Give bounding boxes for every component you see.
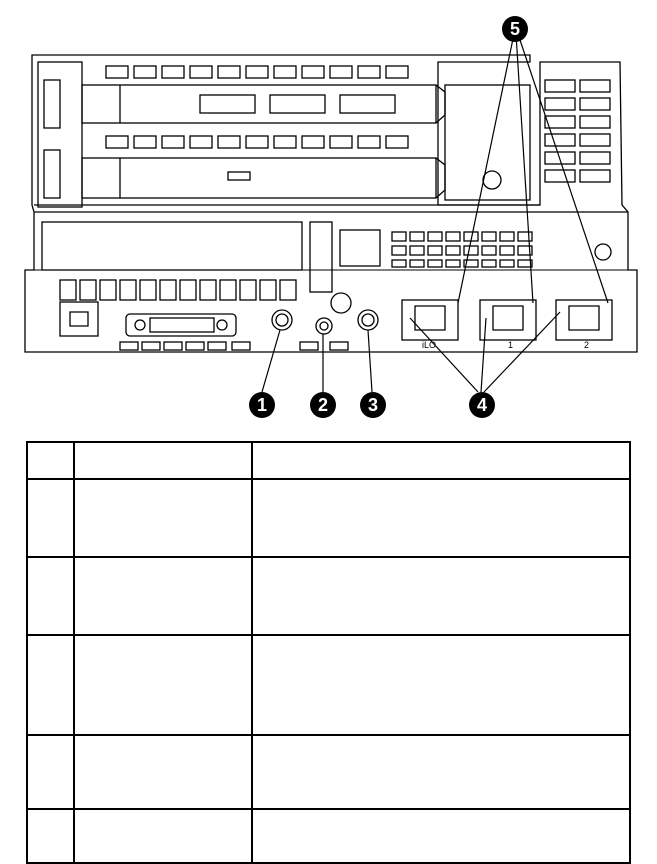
callout-4: [469, 392, 495, 418]
lower-right-vents: [392, 232, 532, 267]
callout-5-label: 5: [509, 19, 521, 39]
callout-2-label: 2: [317, 395, 329, 415]
table-row: [27, 735, 630, 809]
table-cell: [252, 557, 630, 635]
table-cell: [252, 479, 630, 557]
table-cell: [27, 479, 74, 557]
server-rear-panel-figure: [0, 0, 657, 420]
table-cell: [27, 635, 74, 735]
uid-button-1: [272, 310, 292, 330]
table-cell: [252, 735, 630, 809]
table-cell: [252, 635, 630, 735]
server-rear-panel-drawing: [0, 0, 657, 420]
health-led-2: [316, 318, 332, 334]
callout-2: [310, 392, 336, 418]
table-cell: [74, 479, 252, 557]
header-cell: [74, 442, 252, 479]
callout-4-label: 4: [476, 395, 488, 415]
header-cell: [252, 442, 630, 479]
callout-3-label: 3: [367, 395, 379, 415]
header-cell: [27, 442, 74, 479]
table-header-row: [27, 442, 630, 479]
table-cell: [27, 557, 74, 635]
table-row: [27, 635, 630, 735]
middle-vents: [106, 136, 408, 148]
callout-3: [360, 392, 386, 418]
table-row: [27, 809, 630, 863]
bottom-vents: [120, 342, 348, 350]
port-label-a: iLO: [422, 340, 437, 350]
table-row: [27, 557, 630, 635]
callout-5: [502, 16, 528, 42]
table-cell: [74, 735, 252, 809]
table-cell: [74, 809, 252, 863]
io-vents: [60, 280, 296, 300]
port-label-c: 2: [584, 340, 590, 350]
table-row: [27, 479, 630, 557]
nmi-button-3: [358, 310, 378, 330]
top-vents: [106, 66, 408, 78]
table-cell: [252, 809, 630, 863]
right-bay-vents: [545, 80, 610, 182]
table-cell: [74, 557, 252, 635]
port-label-b: 1: [508, 340, 514, 350]
table-cell: [27, 809, 74, 863]
callout-1: [249, 392, 275, 418]
callout-1-label: 1: [256, 395, 268, 415]
table-cell: [27, 735, 74, 809]
table-cell: [74, 635, 252, 735]
component-legend-table: [26, 441, 631, 864]
